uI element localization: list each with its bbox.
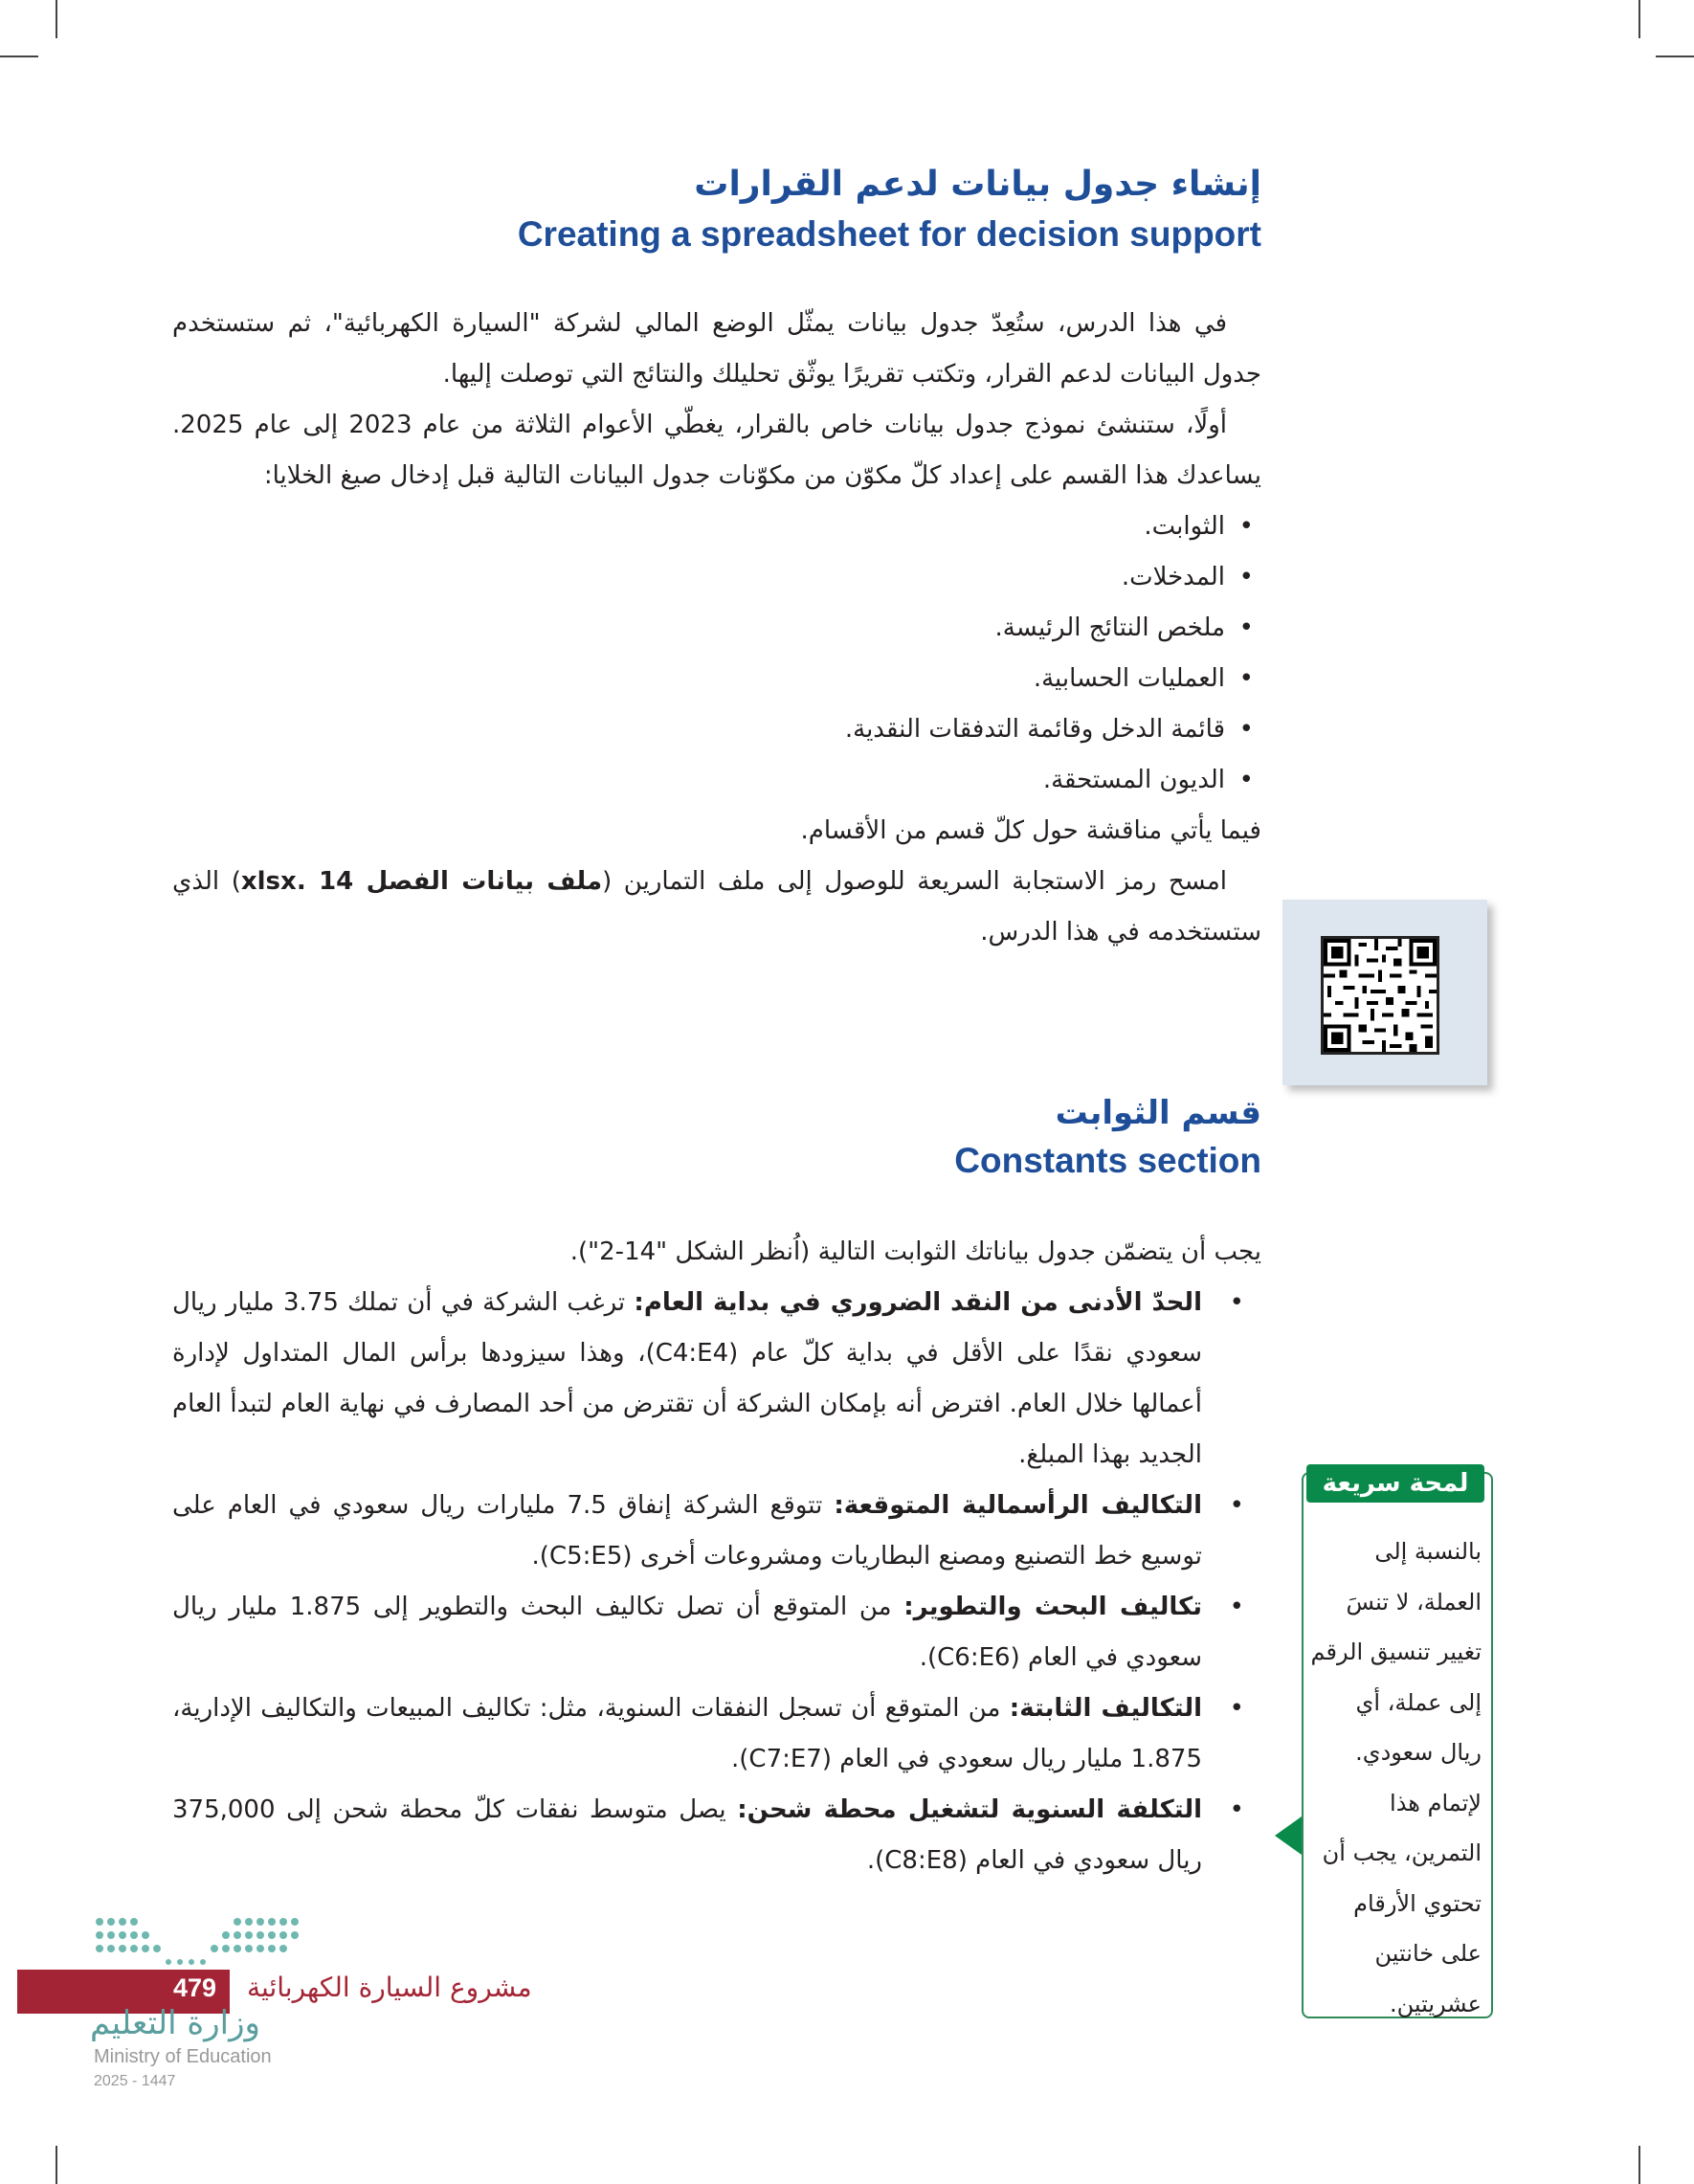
list-item: • التكاليف الرأسمالية المتوقعة: تتوقع الشركة إنفاق 7.5 مليارات ريال سعودي في العام على توسيع خط التصنيع ومصنع البطاريات ومشروعات أخرى (C5:E5).	[172, 1481, 1202, 1582]
crop-mark	[0, 56, 38, 57]
qr-code-icon[interactable]	[1321, 936, 1439, 1055]
list-item: • تكاليف البحث والتطوير: من المتوقع أن تصل تكاليف البحث والتطوير إلى 1.875 مليار ريال سعودي في العام (C6:E6).	[172, 1582, 1202, 1683]
ministry-name-ar: وزارة التعليم	[90, 2004, 260, 2042]
list-item: • قائمة الدخل وقائمة التدفقات النقدية.	[172, 704, 1225, 755]
crop-mark	[1638, 2146, 1640, 2184]
list-item: • الديون المستحقة.	[172, 755, 1225, 806]
edition-year: 2025 - 1447	[94, 2073, 176, 2089]
qr-panel	[1282, 900, 1487, 1085]
list-item: • الثوابت.	[172, 501, 1225, 552]
list-item: • المدخلات.	[172, 552, 1225, 603]
components-list	[172, 501, 1261, 806]
list-item: • التكلفة السنوية لتشغيل محطة شحن: يصل متوسط نفقات كلّ محطة شحن إلى 375,000 ريال سعودي في العام (C8:E8).	[172, 1785, 1202, 1886]
intro-paragraph-2: أولًا، ستنشئ نموذج جدول بيانات خاص بالقرار، يغطّي الأعوام الثلاثة من عام 2023 إلى عام 2025. يساعدك هذا القسم على إعداد كلّ مكوّن من مكوّنات جدول البيانات التالية قبل إدخال صيغ الخلايا:	[172, 411, 1261, 490]
list-item: • ملخص النتائج الرئيسة.	[172, 603, 1225, 654]
ministry-name-en: Ministry of Education	[94, 2046, 272, 2067]
section-title-en: Creating a spreadsheet for decision support	[517, 214, 1261, 254]
crop-mark	[1638, 0, 1640, 38]
intro-paragraph-3: فيما يأتي مناقشة حول كلّ قسم من الأقسام.	[800, 816, 1261, 845]
footer-title: مشروع السيارة الكهربائية	[247, 1972, 532, 2003]
quick-tip-box	[1302, 1469, 1493, 2018]
list-item: • العمليات الحسابية.	[172, 654, 1225, 704]
section-title-ar: إنشاء جدول بيانات لدعم القرارات	[694, 165, 1261, 204]
crop-mark	[1656, 56, 1694, 57]
page-number: 479	[172, 1973, 216, 2002]
crop-mark	[56, 0, 57, 38]
qr-instruction: امسح رمز الاستجابة السريعة للوصول إلى ملف التمارين (ملف بيانات الفصل 14 .xlsx) الذي ستستخدمه في هذا الدرس.	[172, 867, 1261, 947]
constants-text	[172, 1227, 1261, 1886]
list-item: • الحدّ الأدنى من النقد الضروري في بداية العام: ترغب الشركة في أن تملك 3.75 مليار ريال سعودي نقدًا على الأقل في بداية كلّ عام (C4:E4)، وهذا سيزودها برأس المال المتداول لإدارة أعمالها خلال العام. افترض أنه بإمكان الشركة أن تقترض من أحد المصارف في نهاية العام لتبدأ العام الجديد بهذا المبلغ.	[172, 1278, 1202, 1481]
tip-title: لمحة سريعة	[1306, 1464, 1484, 1503]
tip-body: بالنسبة إلى العملة، لا تنسَ تغيير تنسيق الرقم إلى عملة، أي ريال سعودي. لإتمام هذا التمرين، يجب أن تحتوي الأرقام على خانتين عشريتين.	[1310, 1538, 1482, 2017]
constants-lead: يجب أن يتضمّن جدول بياناتك الثوابت التالية (اُنظر الشكل "14-2").	[569, 1237, 1261, 1266]
exercise-file-name: ملف بيانات الفصل 14 .xlsx	[240, 867, 603, 896]
intro-text	[172, 299, 1261, 958]
constants-list	[172, 1278, 1261, 1886]
crop-mark	[56, 2146, 57, 2184]
list-item: • التكاليف الثابتة: من المتوقع أن تسجل النفقات السنوية، مثل: تكاليف المبيعات والتكاليف الإدارية، 1.875 مليار ريال سعودي في العام (C7:E7).	[172, 1683, 1202, 1785]
constants-title-ar: قسم الثوابت	[1055, 1094, 1261, 1132]
intro-paragraph-1: في هذا الدرس، ستُعِدّ جدول بيانات يمثّل الوضع المالي لشركة "السيارة الكهربائية"، ثم ستستخدم جدول البيانات لدعم القرار، وتكتب تقريرًا يوثّق تحليلك والنتائج التي توصلت إليها.	[172, 309, 1261, 389]
constants-title-en: Constants section	[954, 1141, 1261, 1180]
tip-pointer	[1275, 1816, 1302, 1855]
